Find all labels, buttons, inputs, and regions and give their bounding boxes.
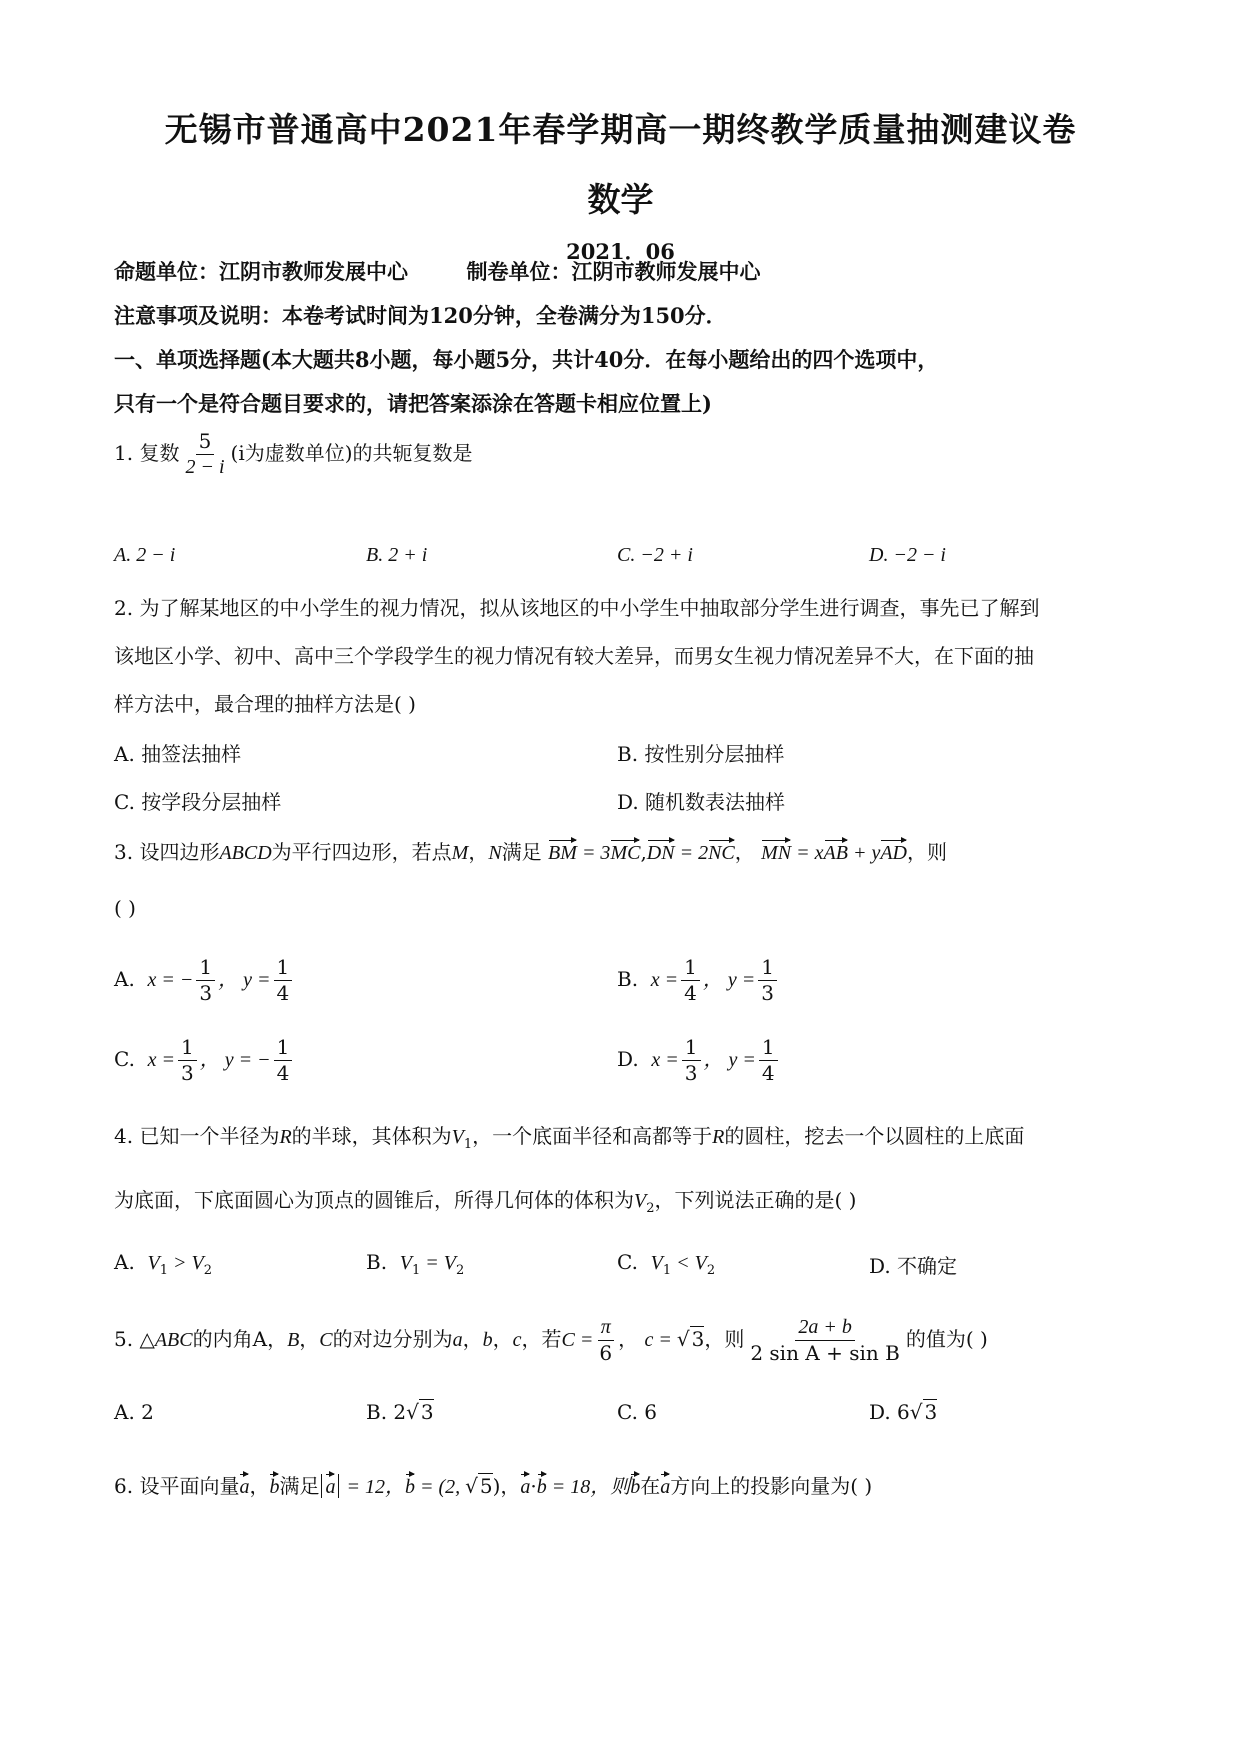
q1-option-c: C. −2 + i	[617, 544, 693, 566]
question-2-line2: 该地区小学、初中、高中三个学段学生的视力情况有较大差异，而男女生视力情况差异不大，在下面的抽	[114, 644, 1034, 668]
exam-title: 无锡市普通高中2021年春学期高一期终教学质量抽测建议卷	[164, 110, 1077, 149]
q2-option-d: D. 随机数表法抽样	[617, 790, 786, 814]
subject-title: 数学	[587, 180, 654, 219]
section-heading-line1: 一、单项选择题(本大题共8小题，每小题5分，共计40分．在每小题给出的四个选项中，	[114, 347, 939, 372]
q5-option-d: D. 6√ 3	[869, 1400, 938, 1424]
q3-option-c: C. x = $\frac{1}{3}$ ， y = − $\frac{1}{4}$	[114, 1036, 295, 1085]
q5-option-b: B. 2√ 3	[366, 1400, 434, 1424]
q5-option-c: C. 6	[617, 1400, 658, 1424]
q1-option-a: A. 2 − i	[114, 544, 176, 566]
q4-option-c: C. $V_1 < V_2$	[617, 1250, 716, 1278]
question-4-line1: 4. 已知一个半径为R的半球，其体积为$V_1$，一个底面半径和高都等于R的圆柱，挖去一个以圆柱的上底面	[114, 1124, 1025, 1152]
question-2-line3: 样方法中，最合理的抽样方法是( )	[114, 692, 416, 716]
q4-option-b: B. $V_1 = V_2$	[366, 1250, 465, 1278]
q1-option-b: B. 2 + i	[366, 544, 428, 566]
question-5: 5. △ABC的内角A，B，C的对边分别为a，b，c，若C = $\frac{\pi}{6}$ ， c = √ 3，则 $\frac{2a + b}{\text{2 sin A + sin B}}$ 的值为( )	[114, 1316, 988, 1365]
q4-option-d: D. 不确定	[869, 1254, 958, 1278]
question-3-paren: ( )	[114, 896, 136, 920]
q2-option-a: A. 抽签法抽样	[114, 742, 242, 766]
q3-option-a: A. x = − $\frac{1}{3}$ ， y = $\frac{1}{4}$	[114, 956, 295, 1005]
q4-option-a: A. $V_1 > V_2$	[114, 1250, 213, 1278]
fraction: $\frac{5}{2 - i}$	[185, 429, 225, 478]
q3-option-b: B. x = $\frac{1}{4}$ ， y = $\frac{1}{3}$	[617, 956, 780, 1005]
q3-option-d: D. x = $\frac{1}{3}$ ， y = $\frac{1}{4}$	[617, 1036, 781, 1085]
unit-info: 命题单位：江阴市教师发展中心 制卷单位：江阴市教师发展中心	[114, 259, 761, 284]
question-1: 1. 复数 $\frac{5}{2 - i}$ (i为虚数单位)的共轭复数是	[114, 429, 473, 478]
q2-option-b: B. 按性别分层抽样	[617, 742, 785, 766]
notice: 注意事项及说明：本卷考试时间为120分钟，全卷满分为150分．	[114, 303, 727, 328]
question-4-line2: 为底面，下底面圆心为顶点的圆锥后，所得几何体的体积为$V_2$，下列说法正确的是( )	[114, 1188, 857, 1216]
q5-option-a: A. 2	[114, 1400, 154, 1424]
question-6: 6. 设平面向量a，b满足 a = 12，b = (2, √ 5)，a·b = 18，则b在a方向上的投影向量为( )	[114, 1470, 872, 1499]
question-3: 3. 设四边形ABCD为平行四边形，若点M，N满足 BM = 3MC,DN = 2NC， MN = xAB + yAD，则	[114, 836, 947, 865]
q1-option-d: D. −2 − i	[869, 544, 946, 566]
section-heading-line2: 只有一个是符合题目要求的，请把答案添涂在答题卡相应位置上)	[114, 391, 712, 416]
q2-option-c: C. 按学段分层抽样	[114, 790, 282, 814]
exam-date: 2021．06	[566, 239, 675, 264]
question-2-line1: 2. 为了解某地区的中小学生的视力情况，拟从该地区的中小学生中抽取部分学生进行调查，事先已了解到	[114, 596, 1040, 620]
